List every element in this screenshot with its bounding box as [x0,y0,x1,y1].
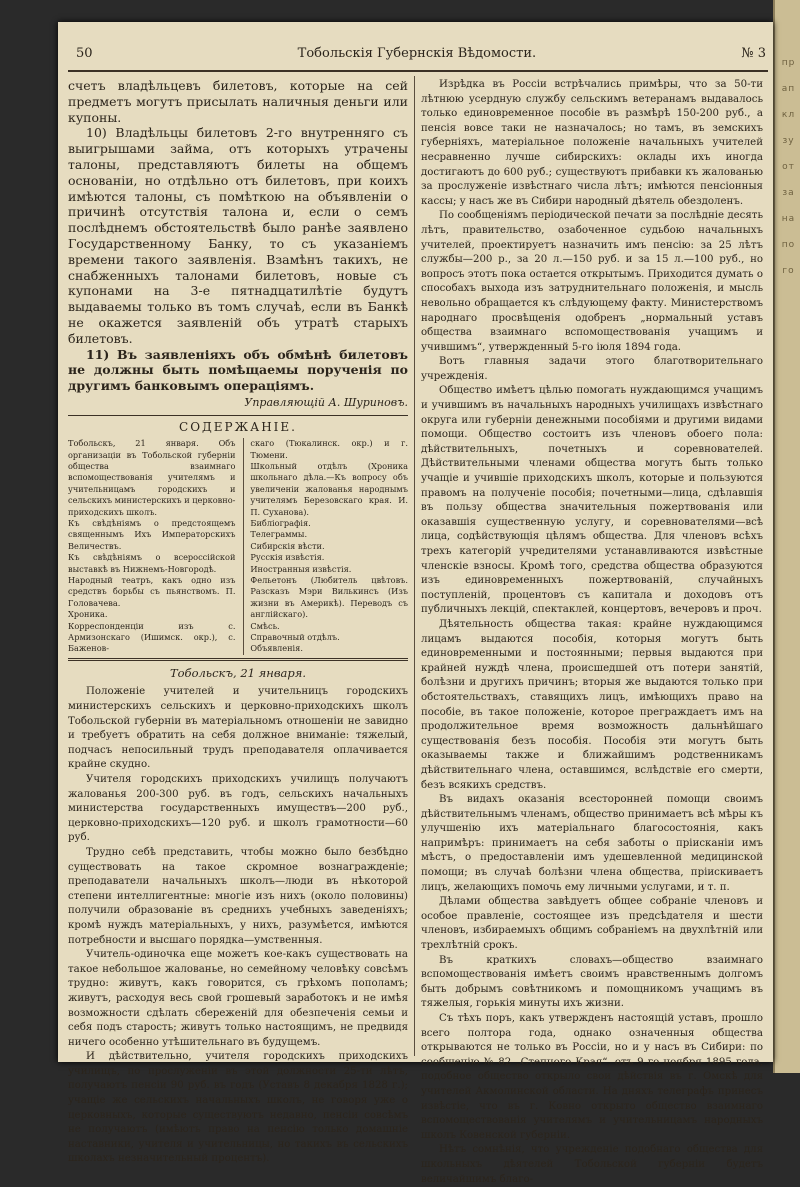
paragraph: По сообщеніямъ періодической печати за послѣдніе десять лѣтъ, правительство, озабоченное судьбою начальныхъ учителей, проектируетъ назначить имъ пенсію: за 25 лѣтъ службы—200 р., за 20 л.—150 руб. и за 15 л.—100 руб., но вопросъ этотъ пока остается открытымъ. Приходится думать о способахъ выхода изъ затруднительнаго положенія, и мысль невольно обращается къ слѣдующему факту. Министерствомъ народнаго просвѣщенія одобренъ „нормальный уставъ общества взаимнаго вспомоществованія учащимъ и учившимъ“, утвержденный 5-го іюля 1894 года. [421,210,763,353]
contents-item: скаго (Тюкалинск. окр.) и г. Тюмени. [250,438,408,460]
paragraph: Положеніе учителей и учительницъ городскихъ министерскихъ сельскихъ и церковно-приходскихъ школъ Тобольской губерніи въ матеріальномъ отношеніи не завидно и требуетъ обратить на себя должное вниманіе: тяжелый, подчасъ непосильный трудъ преподавателя оплачивается крайне скудно. [68,686,408,771]
contents-item: Русскія извѣстія. [250,552,325,563]
paragraph: Дѣлами общества завѣдуетъ общее собраніе членовъ и особое правленіе, состоящее изъ предсѣдателя и шести членовъ, избираемыхъ общимъ собраніемъ на двухлѣтній или трехлѣтній срокъ. [421,896,763,952]
signature: Управляющій А. Шуриновъ. [244,395,408,409]
contents-title: СОДЕРЖАНІЕ. [179,419,297,434]
paragraph: 11) Въ заявленіяхъ объ обмѣнѣ билетовъ не должны быть помѣщаемы порученія по другимъ банковымъ операціямъ. [68,346,408,394]
paragraph: Трудно себѣ представить, чтобы можно было безбѣдно существовать на такое скромное вознагражденіе; преподаватели начальныхъ школъ—люди въ нѣкоторой степени интеллигентные: многіе изъ нихъ (около половины) получили образованіе въ среднихъ учебныхъ заведеніяхъ; кромѣ нуждъ матеріальныхъ, у нихъ, разумѣется, имѣются потребности и высшаго порядка—умственныя. [68,846,408,946]
contents-item: Народный театръ, какъ одно изъ средствъ борьбы съ пьянствомъ. П. Головачева. [68,575,236,608]
fragment: го [782,266,795,276]
contents-col [68,438,235,655]
contents-item: Къ свѣдѣніямъ о всероссійской выставкѣ въ Нижнемъ-Новгородѣ. [68,552,236,574]
paragraph: Вотъ главныя задачи этого благотворительнаго учрежденія. [421,356,763,382]
contents-item: Иностранныя извѣстія. [250,563,352,574]
contents-item: Телеграммы. [250,529,308,540]
contents-list [68,438,408,655]
column-separator [414,76,415,1056]
contents-item: Школьный отдѣлъ (Хроника школьнаго дѣла.—Къ вопросу объ увеличеніи жалованья народнымъ учителямъ Березовскаго края. И. П. Суханова). [250,460,408,517]
paragraph: счетъ владѣльцевъ билетовъ, которые на сей предметъ могутъ присылать наличныя деньги или купоны. [68,78,408,125]
adjacent-page-edge [773,0,800,1073]
contents-col [243,438,408,655]
paragraph: Нѣтъ сомнѣнія, что учрежденіе подобнаго общества для школьныхъ дѣятелей Тобольской губерніи будетъ величайшимъ благо- [421,1144,763,1185]
contents-item: Къ свѣдѣніямъ о предстоящемъ священнымъ Ихъ Императорскихъ Величествъ. [68,517,236,551]
divider [68,415,408,416]
fragment: кл [781,110,796,120]
contents-item: Библіографія. [250,517,311,528]
contents-item: Тобольскъ, 21 января. Объ организаціи въ Тобольской губерніи общества взаимнаго вспомоществованія учителямъ и учительницамъ городскихъ и сельскихъ министерскихъ и церковно-приходскихъ школъ. [68,438,236,517]
contents-item: Корреспонденціи изъ с. Армизонскаго (Ишимск. окр.), с. Баженов- [68,620,236,654]
header-rule [68,70,768,72]
contents-item: Справочный отдѣлъ. [250,632,340,643]
paragraph: Въ видахъ оказанія всесторонней помощи своимъ дѣйствительнымъ членамъ, общество принимаетъ всѣ мѣры къ улучшенію ихъ матеріальнаго благосостоянія, какъ напримѣръ: принимаетъ на себя заботы о пріисканіи имъ мѣстъ, о предоставленіи имъ удешевленной медицинской помощи; въ случаѣ болѣзни члена общества, пріискиваетъ лицъ, желающихъ помочь ему личными услугами, и т. п. [421,794,763,893]
article-dateline: Тобольскъ, 21 января. [169,665,307,680]
page-header [76,40,766,66]
fragment: ап [781,84,796,94]
paragraph: Съ тѣхъ поръ, какъ утвержденъ настоящій уставъ, прошло всего полтора года, однако означенныя общества открываются не только въ Россіи, но и у насъ въ Сибири: по сообщенію № 82 „Степного Края“, отъ 9 го ноября 1895 года, подобное общество открыло свои дѣйствія въ г. Омскѣ для учителей Акмолинской области. На дняхъ телеграфъ принесъ извѣстіе, что въ г. Ковно открыто общество взаимнаго вспомоществованія учителямъ и учительницамъ народныхъ школъ Ковенской губерніи. [421,1013,763,1141]
newspaper-title: Тобольскія Губернскія Вѣдомости. [297,45,537,61]
fragment: по [781,240,796,250]
fragment: на [781,214,796,224]
newspaper-page [58,22,773,1185]
divider [68,658,408,661]
adjacent-page-fragments [775,50,800,284]
left-column [68,78,408,1167]
paragraph: Общество имѣетъ цѣлью помогать нуждающимся учащимъ и учившимъ въ начальныхъ народныхъ училищахъ извѣстнаго округа или губерніи денежными пособіями и другими видами помощи. Общество состоитъ изъ членовъ обоего пола: дѣйствительныхъ, почетныхъ и соревнователей. Дѣйствительными членами общества могутъ быть только учащіе и учившіе приходскихъ школъ, которые и пользуются правомъ на полученіе пособія; почетными—лица, сдѣлавшія въ пользу общества значительныя пожертвованія или оказавшія существенную услугу, и соревнователями—всѣ лица, содѣйствующія цѣлямъ общества. Для членовъ всѣхъ трехъ категорій учредителями устанавливаются извѣстные членскіе взносы. Кромѣ того, средства общества образуются изъ единовременныхъ пожертвованій, случайныхъ поступленій, процентовъ съ капитала и доходовъ отъ публичныхъ лекцій, спектаклей, концертовъ, вечеровъ и проч. [421,385,763,616]
paragraph: 10) Владѣльцы билетовъ 2-го внутренняго съ выигрышами займа, отъ которыхъ утрачены талоны, представляютъ билеты на общемъ основаніи, но отдѣльно отъ билетовъ, при коихъ имѣются талоны, съ помѣткою на объявленіи о причинѣ отсутствія талона и, если о семъ послѣднемъ обстоятельствѣ было ранѣе заявлено Государственному Банку, то съ указаніемъ времени такого заявленія. Взамѣнъ такихъ, не снабженныхъ талонами билетовъ, новые съ купонами на 3-е пятнадцатилѣтіе будутъ выдаваемы только въ томъ случаѣ, если въ Банкѣ не окажется заявленій объ утратѣ старыхъ билетовъ. [68,125,408,346]
fragment: пр [781,58,796,68]
paragraph: Въ краткихъ словахъ—общество взаимнаго вспомоществованія имѣетъ своимъ нравственнымъ долгомъ быть добрымъ совѣтникомъ и помощникомъ учащимъ въ тяжелыя, горькія минуты ихъ жизни. [421,954,763,1010]
contents-item: Фельетонъ (Любитель цвѣтовъ. Разсказъ Мэри Вилькинсъ (Изъ жизни въ Америкѣ). Переводъ съ англійскаго). [250,575,408,620]
right-column [421,78,763,1187]
contents-item: Объявленія. [250,643,303,654]
contents-item: Хроника. [68,609,108,620]
fragment: зу [782,136,795,146]
issue-number: № 3 [741,45,766,61]
fragment: за [782,188,795,198]
contents-item: Сибирскія вѣсти. [250,540,325,551]
paragraph: Учитель-одиночка еще можетъ кое-какъ существовать на такое небольшое жалованье, но семейному человѣку совсѣмъ трудно: живутъ, какъ говорится, съ грѣхомъ пополамъ; живутъ, расходуя весь свой грошевый заработокъ и не имѣя возможности сдѣлать сбереженій для обезпеченія семьи и себя подъ старость; живутъ только настоящимъ, не предвидя ничего особенно утѣшительнаго въ будущемъ. [68,949,408,1048]
paragraph: Учителя городскихъ приходскихъ училищъ получаютъ жалованья 200-300 руб. въ годъ, сельскихъ начальныхъ министерства государственныхъ имуществъ—200 руб., церковно-приходскихъ—120 руб. и школъ грамотности—60 руб. [68,774,408,844]
fragment: от [782,162,795,172]
contents-item: Смѣсь. [250,620,280,631]
paragraph: Дѣятельность общества такая: крайне нуждающимся лицамъ выдаются пособія, которыя могутъ быть единовременными и постоянными; первыя выдаются при крайней нуждѣ члена, происшедшей отъ потери занятій, болѣзни и другихъ причинъ; вторыя же выдаются только при обстоятельствахъ, ставящихъ лицъ, имѣющихъ право на пособіе, въ такое положеніе, которое преграждаетъ имъ на продолжительное время возможность дальнѣйшаго существованія безъ пособія. Пособія эти могутъ быть оказываемы также и ближайшимъ родственникамъ дѣйствительнаго члена, оставшимся, вслѣдствіе его смерти, безъ всякихъ средствъ. [421,618,763,791]
paragraph: Изрѣдка въ Россіи встрѣчались примѣры, что за 50-ти лѣтнюю усердную службу сельскимъ ветеранамъ выдавалось только единовременное пособіе въ размѣрѣ 150-200 руб., а пенсія вовсе таки не назначалось; но тамъ, въ земскихъ губерніяхъ, матеріальное положеніе начальныхъ учителей несравненно лучше сибирскихъ: оклады ихъ иногда достигаютъ до 600 руб.; существуютъ прибавки къ жалованью за прослуженіе извѣстнаго числа лѣтъ; имѣются пенсіонныя кассы; у насъ же въ Сибири народный дѣятель обездоленъ. [421,79,763,207]
page-number: 50 [76,45,93,61]
paragraph: И дѣйствительно, учителя городскихъ приходскихъ училищъ, по прослуженіи въ этой должности 25-ти лѣтъ, получаютъ пенсіи 90 руб. въ годъ (Уставъ 8 декабря 1828 г.); учащіе же сельскихъ начальныхъ школъ, не говоря уже о церковныхъ, которые существуютъ недавно, пенсіи совсѣмъ не получаютъ (имѣютъ право на пенсію только домашніе наставники, учителя и учительницы, но такихъ въ сельскихъ школахъ незначительный процентъ). [68,1051,408,1165]
